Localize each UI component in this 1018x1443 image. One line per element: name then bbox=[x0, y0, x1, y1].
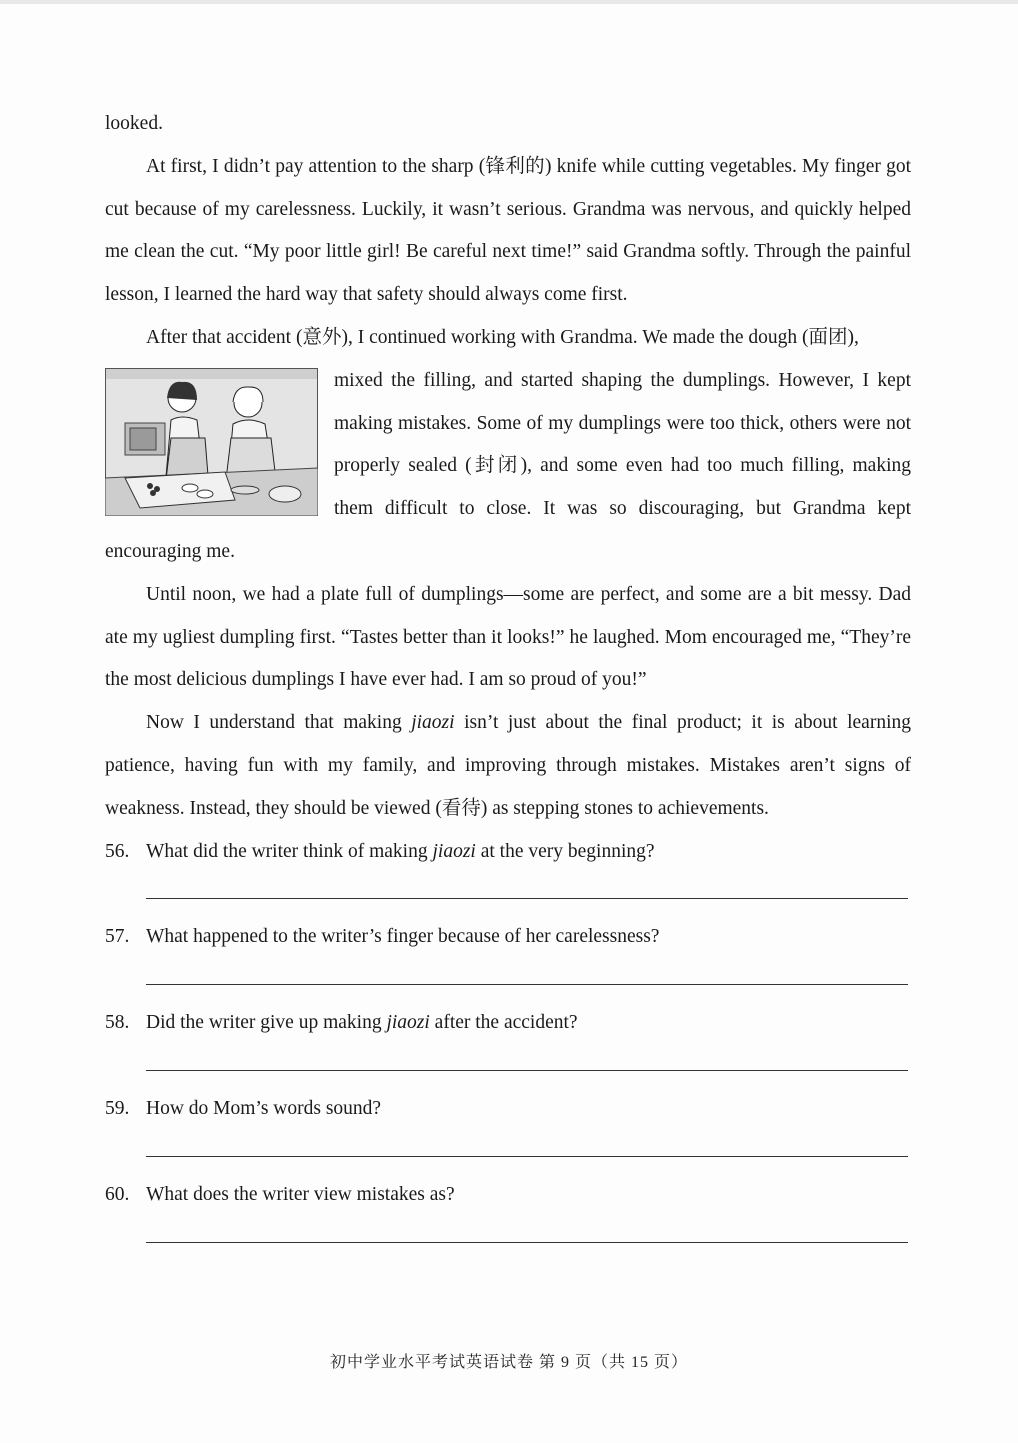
question-text: 59. How do Mom’s words sound? bbox=[105, 1088, 911, 1131]
passage-paragraph-2-continued: mixed the filling, and started shaping the dumplings. However, I kept making mistakes. Some of my dumplings were too thick, others were not properly sealed (封闭), and some even had too much filling, making them difficult to close. It was so discouraging, but Grandma kept encouraging me. bbox=[105, 369, 911, 562]
question-text: 58. Did the writer give up making jiaozi after the accident? bbox=[105, 1002, 911, 1045]
answer-line[interactable] bbox=[105, 1045, 911, 1088]
question-number: 57. bbox=[105, 926, 130, 948]
answer-line[interactable] bbox=[105, 1131, 911, 1174]
question-text: 57. What happened to the writer’s finger because of her carelessness? bbox=[105, 916, 911, 959]
passage-paragraph-continuation: looked. bbox=[105, 113, 163, 134]
passage-paragraph-2-text: After that accident (意外), I continued working with Grandma. We made the dough (面团), bbox=[146, 326, 859, 348]
question-number: 60. bbox=[105, 1183, 130, 1205]
passage-paragraph-3: Until noon, we had a plate full of dumplings—some are perfect, and some are a bit messy. Dad ate my ugliest dumpling first. “Tastes better than it looks!” he laughed. Mom encouraged me, “They’re the most delicious dumplings I have ever had. I am so proud of you!” bbox=[105, 583, 911, 691]
question-number: 56. bbox=[105, 840, 130, 862]
question-item bbox=[105, 1002, 911, 1088]
passage-paragraph-1: At first, I didn’t pay attention to the sharp (锋利的) knife while cutting vegetables. My finger got cut because of my carelessness. Luckily, it wasn’t serious. Grandma was nervous, and quickly helped me clean the cut. “My poor little girl! Be careful next time!” said Grandma softly. Through the painful lesson, I learned the hard way that safety should always come first. bbox=[105, 155, 911, 306]
question-list bbox=[105, 831, 911, 1260]
reading-passage bbox=[105, 103, 911, 1260]
question-item bbox=[105, 1174, 911, 1260]
passage-paragraph-4: Now I understand that making jiaozi isn’t just about the final product; it is about learning patience, having fun with my family, and improving through mistakes. Mistakes aren’t signs of weakness. Instead, they should be viewed (看待) as stepping stones to achievements. bbox=[105, 712, 911, 819]
question-item bbox=[105, 831, 911, 917]
question-text: 56. What did the writer think of making jiaozi at the very beginning? bbox=[105, 831, 911, 874]
question-item bbox=[105, 916, 911, 1002]
dumpling-making-illustration bbox=[105, 368, 318, 516]
question-number: 59. bbox=[105, 1097, 130, 1119]
answer-line[interactable] bbox=[105, 1217, 911, 1260]
scan-top-edge bbox=[0, 0, 1018, 4]
question-number: 58. bbox=[105, 1012, 130, 1034]
question-text: 60. What does the writer view mistakes as? bbox=[105, 1174, 911, 1217]
answer-line[interactable] bbox=[105, 873, 911, 916]
question-item bbox=[105, 1088, 911, 1174]
page-footer: 初中学业水平考试英语试卷 第 9 页（共 15 页） bbox=[329, 1354, 688, 1371]
passage-paragraph-2 bbox=[105, 317, 911, 574]
answer-line[interactable] bbox=[105, 959, 911, 1002]
